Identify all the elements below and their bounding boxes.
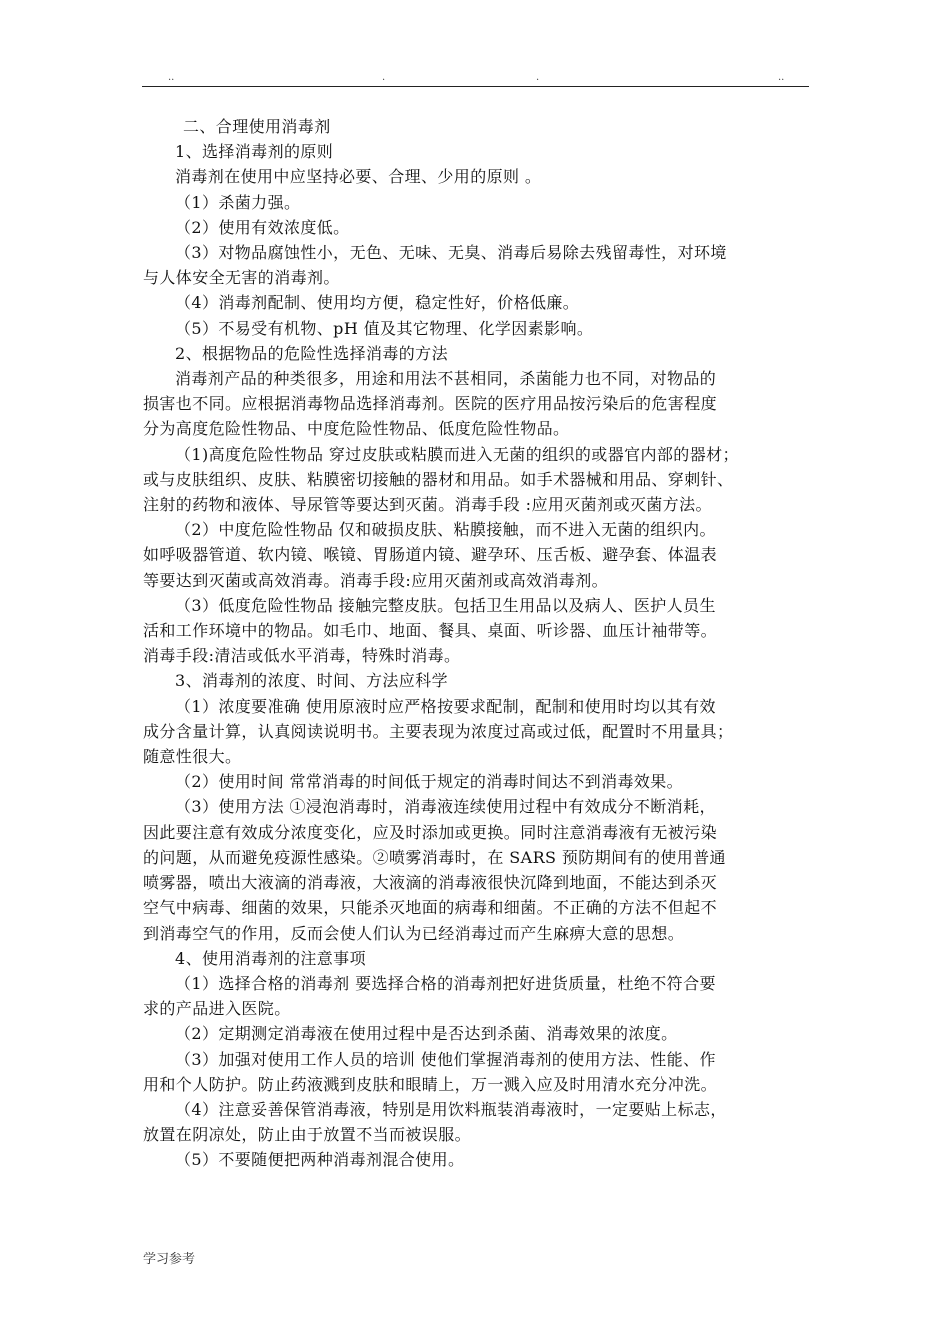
header-mark-2: . [382,72,386,83]
text-line: （1）杀菌力强。 [175,192,301,212]
text-line: 成分含量计算，认真阅读说明书。主要表现为浓度过高或过低，配置时不用量具； [143,721,734,741]
text-line: 的问题，从而避免疫源性感染。②喷雾消毒时，在 SARS 预防期间有的使用普通 [143,847,726,867]
text-line: （1)高度危险性物品 穿过皮肤或粘膜而进入无菌的组织的或器官内部的器材； [175,444,739,464]
text-line: 或与皮肤组织、皮肤、粘膜密切接触的器材和用品。如手术器械和用品、穿刺针、 [143,469,734,489]
text-line: （2）使用有效浓度低。 [175,217,350,237]
page-header [142,72,809,84]
text-line: 分为高度危险性物品、中度危险性物品、低度危险性物品。 [143,419,570,439]
text-line: 喷雾器，喷出大液滴的消毒液，大液滴的消毒液很快沉降到地面，不能达到杀灭 [143,873,718,893]
page-footer: 学习参考 [143,1252,196,1267]
text-line: （2）使用时间 常常消毒的时间低于规定的消毒时间达不到消毒效果。 [175,772,684,792]
document-body [143,114,809,1173]
text-line: 用和个人防护。防止药液溅到皮肤和眼睛上，万一溅入应及时用清水充分冲洗。 [143,1074,718,1094]
text-line: 活和工作环境中的物品。如毛巾、地面、餐具、桌面、听诊器、血压计袖带等。 [143,621,718,641]
header-rule [142,86,809,87]
text-line: （1）浓度要准确 使用原液时应严格按要求配制，配制和使用时均以其有效 [175,696,716,716]
text-line: （3）加强对使用工作人员的培训 使他们掌握消毒剂的使用方法、性能、作 [175,1049,716,1069]
text-line: （3）对物品腐蚀性小，无色、无味、无臭、消毒后易除去残留毒性，对环境 [175,243,727,263]
text-line: （5）不易受有机物、pH 值及其它物理、化学因素影响。 [175,318,594,338]
text-line: 如呼吸器管道、软内镜、喉镜、胃肠道内镜、避孕环、压舌板、避孕套、体温表 [143,545,718,565]
text-line: 与人体安全无害的消毒剂。 [143,268,340,288]
text-line: 4、使用消毒剂的注意事项 [175,948,366,968]
text-line: 消毒剂产品的种类很多，用途和用法不甚相同，杀菌能力也不同，对物品的 [175,369,717,389]
text-line: 3、消毒剂的浓度、时间、方法应科学 [175,671,448,691]
text-line: （4）消毒剂配制、使用均方便，稳定性好，价格低廉。 [175,293,580,313]
header-mark-4: .. [778,72,785,83]
text-line: 2、根据物品的危险性选择消毒的方法 [175,343,448,363]
text-line: 放置在阴凉处，防止由于放置不当而被误服。 [143,1125,472,1145]
text-line: 1、选择消毒剂的原则 [175,142,334,162]
text-line: 到消毒空气的作用，反而会使人们认为已经消毒过而产生麻痹大意的思想。 [143,923,685,943]
text-line: 因此要注意有效成分浓度变化，应及时添加或更换。同时注意消毒液有无被污染 [143,822,718,842]
text-line: （2）定期测定消毒液在使用过程中是否达到杀菌、消毒效果的浓度。 [175,1024,678,1044]
text-line: 注射的药物和液体、导尿管等要达到灭菌。消毒手段 :应用灭菌剂或灭菌方法。 [143,495,712,515]
text-line: 消毒手段:清洁或低水平消毒，特殊时消毒。 [143,646,461,666]
text-line: （2）中度危险性物品 仅和破损皮肤、粘膜接触，而不进入无菌的组织内。 [175,520,716,540]
text-line: 空气中病毒、细菌的效果，只能杀灭地面的病毒和细菌。不正确的方法不但起不 [143,898,718,918]
text-line: 等要达到灭菌或高效消毒。消毒手段:应用灭菌剂或高效消毒剂。 [143,570,608,590]
header-mark-3: . [536,72,540,83]
text-line: （1）选择合格的消毒剂 要选择合格的消毒剂把好进货质量，杜绝不符合要 [175,973,716,993]
text-line: （5）不要随便把两种消毒剂混合使用。 [175,1150,465,1170]
text-line: （4）注意妥善保管消毒液，特别是用饮料瓶装消毒液时，一定要贴上标志， [175,1099,727,1119]
text-line: 消毒剂在使用中应坚持必要、合理、少用的原则 。 [175,167,542,187]
text-line: 二、合理使用消毒剂 [183,117,331,136]
text-line: （3）低度危险性物品 接触完整皮肤。包括卫生用品以及病人、医护人员生 [175,595,716,615]
header-mark-1: .. [168,72,175,83]
text-line: （3）使用方法 ①浸泡消毒时，消毒液连续使用过程中有效成分不断消耗， [175,797,716,817]
text-line: 损害也不同。应根据消毒物品选择消毒剂。医院的医疗用品按污染后的危害程度 [143,394,718,414]
text-line: 求的产品进入医院。 [143,999,291,1019]
text-line: 随意性很大。 [143,747,242,767]
